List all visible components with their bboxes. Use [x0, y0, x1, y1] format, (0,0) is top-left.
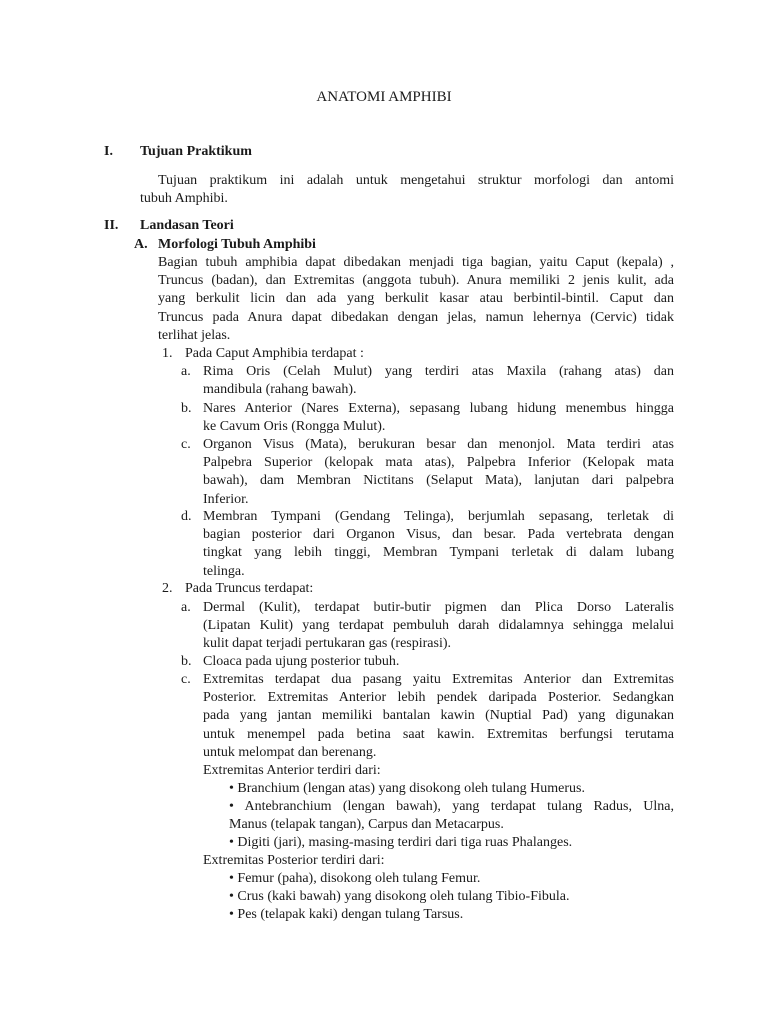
item-line: Organon Visus (Mata), berukuran besar dan menonjol. Mata terdiri atas	[203, 437, 674, 452]
truncus-item-b: Cloaca pada ujung posterior tubuh.	[203, 654, 400, 669]
section-2-heading: Landasan Teori	[140, 218, 234, 233]
item-line: untuk menempel pada betina saat kawin. Extremitas berfungsi terutama	[203, 726, 674, 742]
section-1-heading: Tujuan Praktikum	[140, 144, 252, 159]
item-line: mandibula (rahang bawah).	[203, 382, 357, 398]
list-1-number: 1.	[162, 346, 173, 361]
posterior-bullet-1: • Femur (paha), disokong oleh tulang Femur.	[229, 871, 481, 886]
item-c-letter: c.	[181, 437, 191, 452]
caput-item-c	[203, 436, 674, 509]
anterior-heading: Extremitas Anterior terdiri dari:	[203, 763, 381, 778]
item-line: kulit dapat terjadi pertukaran gas (respirasi).	[203, 636, 452, 652]
list-2-number: 2.	[162, 581, 173, 596]
anterior-bullet-3: • Digiti (jari), masing-masing terdiri dari tiga ruas Phalanges.	[229, 835, 573, 850]
paragraph-line: tubuh Amphibi.	[140, 191, 228, 206]
intro-paragraph	[158, 254, 674, 345]
caput-item-a	[203, 363, 674, 399]
item-c-letter: c.	[181, 672, 191, 687]
paragraph-line: Bagian tubuh amphibia dapat dibedakan menjadi tiga bagian, yaitu Caput (kepala) ,	[158, 255, 674, 270]
item-line: telinga.	[203, 563, 245, 579]
bullet-line: Manus (telapak tangan), Carpus dan Metacarpus.	[229, 817, 504, 832]
list-1-text: Pada Caput Amphibia terdapat :	[185, 346, 364, 361]
item-line: Extremitas terdapat dua pasang yaitu Extremitas Anterior dan Extremitas	[203, 672, 674, 687]
paragraph-line: Tujuan praktikum ini adalah untuk mengetahui struktur morfologi dan antomi	[158, 173, 674, 188]
item-line: bawah), dam Membran Nictitans (Selaput Mata), lanjutan dari palpebra	[203, 473, 674, 489]
item-d-letter: d.	[181, 509, 192, 524]
list-2-text: Pada Truncus terdapat:	[185, 581, 314, 596]
truncus-item-a	[203, 599, 674, 654]
item-b-letter: b.	[181, 654, 192, 669]
bullet-line: • Antebranchium (lengan bawah), yang terdapat tulang Radus, Ulna,	[229, 799, 674, 814]
subsection-a-number: A.	[134, 237, 148, 252]
item-line: Membran Tympani (Gendang Telinga), berjumlah sepasang, terletak di	[203, 509, 674, 524]
paragraph-line: terlihat jelas.	[158, 327, 231, 343]
anterior-bullet-2	[229, 798, 674, 816]
item-line: Dermal (Kulit), terdapat butir-butir pigmen dan Plica Dorso Lateralis	[203, 600, 674, 615]
page-title: ANATOMI AMPHIBI	[316, 89, 452, 105]
item-b-letter: b.	[181, 401, 192, 416]
paragraph-line: Truncus (badan), dan Extremitas (anggota tubuh). Anura memiliki 2 jenis kulit, ada	[158, 273, 674, 289]
item-line: untuk melompat dan berenang.	[203, 744, 377, 760]
truncus-item-c	[203, 671, 674, 762]
section-2-number: II.	[104, 218, 119, 233]
caput-item-d	[203, 508, 674, 581]
item-line: Nares Anterior (Nares Externa), sepasang lubang hidung menembus hingga	[203, 401, 674, 416]
anterior-bullet-1: • Branchium (lengan atas) yang disokong oleh tulang Humerus.	[229, 781, 585, 796]
item-line: bagian posterior dari Organon Visus, dan besar. Pada vertebrata dengan	[203, 527, 674, 543]
paragraph-line: yang berkulit licin dan ada yang berkulit kasar atau berbintil-bintil. Caput dan	[158, 291, 674, 307]
item-a-letter: a.	[181, 600, 191, 615]
section-1-paragraph	[158, 172, 674, 190]
item-line: Palpebra Superior (kelopak mata atas), Palpebra Inferior (Kelopak mata	[203, 455, 674, 471]
caput-item-b	[203, 400, 674, 436]
item-line: Rima Oris (Celah Mulut) yang terdiri atas Maxila (rahang atas) dan	[203, 364, 674, 379]
paragraph-line: Truncus pada Anura dapat dibedakan dengan jelas, namun lehernya (Cervic) tidak	[158, 309, 674, 325]
posterior-bullet-2: • Crus (kaki bawah) yang disokong oleh tulang Tibio-Fibula.	[229, 889, 570, 904]
item-line: tingkat yang lebih tinggi, Membran Tympani terletak di dalam lubang	[203, 545, 674, 561]
section-1-number: I.	[104, 144, 113, 159]
posterior-heading: Extremitas Posterior terdiri dari:	[203, 853, 385, 868]
item-a-letter: a.	[181, 364, 191, 379]
subsection-a-heading: Morfologi Tubuh Amphibi	[158, 237, 316, 252]
item-line: (Lipatan Kulit) yang terdapat pembuluh darah didalamnya sehingga melalui	[203, 618, 674, 634]
item-line: pada yang jantan memiliki bantalan kawin (Nuptial Pad) yang digunakan	[203, 708, 674, 724]
item-line: ke Cavum Oris (Rongga Mulut).	[203, 419, 386, 435]
posterior-bullet-3: • Pes (telapak kaki) dengan tulang Tarsus.	[229, 907, 464, 922]
item-line: Posterior. Extremitas Anterior lebih pendek daripada Posterior. Sedangkan	[203, 690, 674, 706]
item-line: Inferior.	[203, 491, 249, 507]
